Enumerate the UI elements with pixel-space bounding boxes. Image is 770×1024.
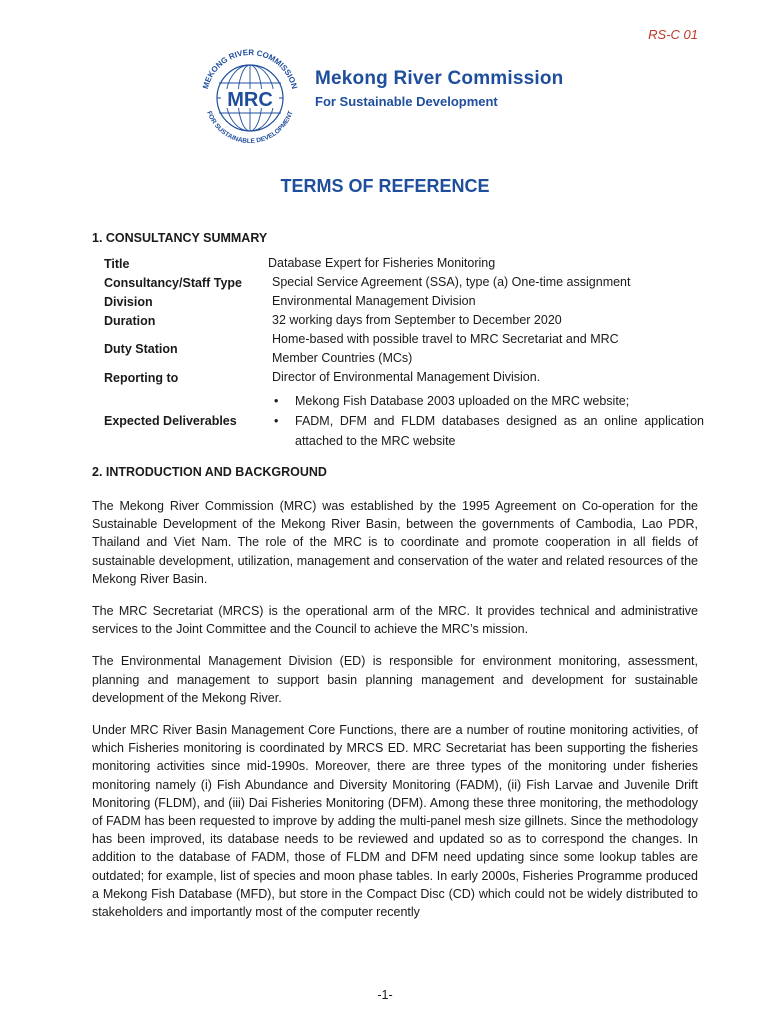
introduction-body xyxy=(92,497,698,935)
list-item: • FADM, DFM and FLDM databases designed as an online application attached to the MRC website xyxy=(272,411,704,451)
summary-row-duration xyxy=(104,311,704,330)
summary-value: Home-based with possible travel to MRC Secretariat and MRC Member Countries (MCs) xyxy=(272,332,619,365)
document-title: TERMS OF REFERENCE xyxy=(280,176,490,196)
summary-row-reporting xyxy=(104,368,704,387)
reference-code: RS-C 01 xyxy=(648,27,698,42)
paragraph: Under MRC River Basin Management Core Functions, there are a number of routine monitoring activities, of which Fisheries monitoring is coordinated by MRCS ED. MRC Secretariat has been supporting the fisheries monitoring activities since mid-1990s. Moreover, there are three types of the monitoring under fisheries monitoring namely (i) Fish Abundance and Diversity Monitoring (FADM), (ii) Fish Larvae and Juvenile Drift Monitoring (FLDM), and (iii) Dai Fisheries Monitoring (DFM). Among these three monitoring, the methodology of FADM has been requested to improve by adding the multi-panel mesh size gillnets. Since the methodology has been improved, its database needs to be reviewed and updated so as to correspond the changes. In addition to the database of FADM, those of FLDM and DFM need updating since some lookup tables are outdated; for example, list of species and moon phase tables. In early 2000s, Fisheries Programme produced a Mekong Fish Database (MFD), but store in the Compact Disc (CD) which could not be widely distributed to stakeholders and importantly most of the computer recently xyxy=(92,723,698,920)
paragraph: The Environmental Management Division (ED) is responsible for environment monitoring, assessment, planning and management to support basin planning management and development for sustainable development of the Mekong River. xyxy=(92,654,698,705)
summary-row-title xyxy=(104,254,704,273)
logo-ring-bottom: FOR SUSTAINABLE DEVELOPMENT xyxy=(205,110,295,146)
page-number: -1- xyxy=(377,988,393,1002)
list-item: • Mekong Fish Database 2003 uploaded on the MRC website; xyxy=(272,391,704,411)
summary-row-duty-station xyxy=(104,330,704,368)
summary-label: Division xyxy=(104,294,153,309)
logo-text: MRC xyxy=(227,89,273,111)
deliverables-cell xyxy=(272,391,704,451)
summary-label: Consultancy/Staff Type xyxy=(104,275,242,290)
summary-label: Duration xyxy=(104,313,156,328)
summary-row-division xyxy=(104,292,704,311)
summary-row-type xyxy=(104,273,704,292)
organization-name: Mekong River Commission xyxy=(315,68,564,89)
summary-value: 32 working days from September to December 2020 xyxy=(272,313,562,327)
deliverables-list xyxy=(272,391,704,451)
section-heading-consultancy-summary: 1. CONSULTANCY SUMMARY xyxy=(92,231,268,245)
consultancy-summary-table xyxy=(104,254,704,451)
mrc-logo xyxy=(195,43,305,153)
section-heading-introduction: 2. INTRODUCTION AND BACKGROUND xyxy=(92,465,327,479)
paragraph: The MRC Secretariat (MRCS) is the operational arm of the MRC. It provides technical and administrative services to the Joint Committee and the Council to achieve the MRC’s mission. xyxy=(92,604,698,637)
summary-value: Environmental Management Division xyxy=(272,294,476,308)
summary-label: Title xyxy=(104,256,130,271)
logo-ring-top: MEKONG RIVER COMMISSION xyxy=(201,47,299,90)
summary-value: Special Service Agreement (SSA), type (a) One-time assignment xyxy=(272,275,631,289)
summary-row-deliverables xyxy=(104,391,704,451)
summary-value: Database Expert for Fisheries Monitoring xyxy=(268,256,496,270)
summary-label: Duty Station xyxy=(104,342,178,356)
organization-tagline: For Sustainable Development xyxy=(315,94,498,109)
summary-label: Reporting to xyxy=(104,370,179,385)
paragraph: The Mekong River Commission (MRC) was established by the 1995 Agreement on Co-operation for the Sustainable Development of the Mekong River Basin, between the governments of Cambodia, Lao PDR, Thailand and Viet Nam. The role of the MRC is to coordinate and promote cooperation in all fields of sustainable development, utilization, management and conservation of the water and related resources of the Mekong River Basin. xyxy=(92,499,698,586)
summary-label: Expected Deliverables xyxy=(104,414,237,428)
summary-value: Director of Environmental Management Division. xyxy=(272,370,541,384)
